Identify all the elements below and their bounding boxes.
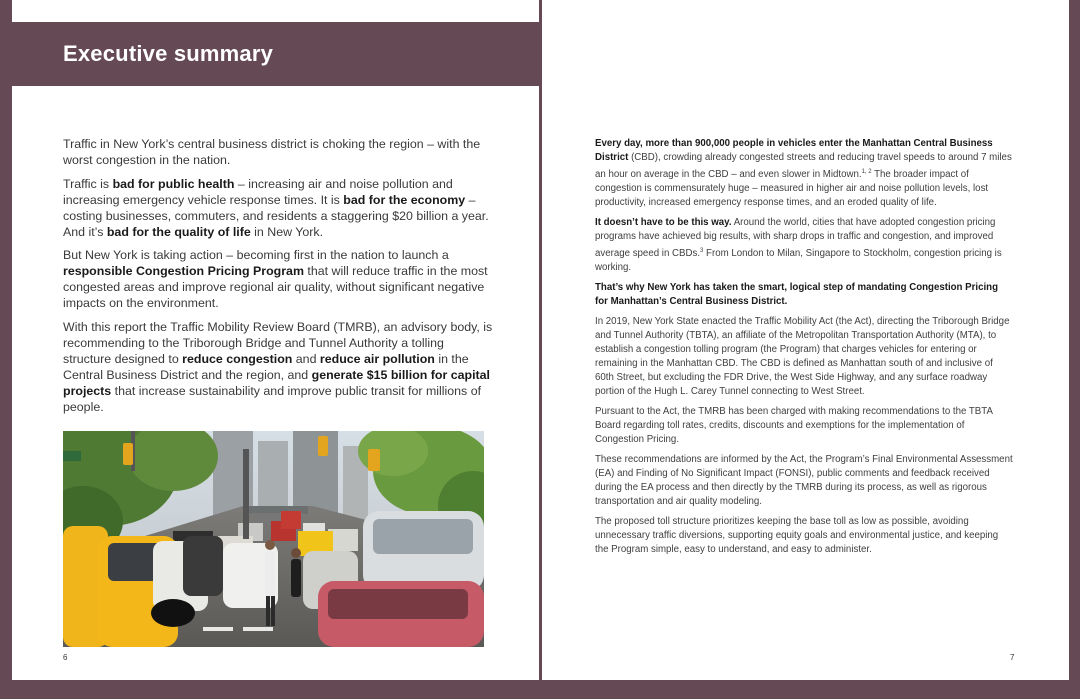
page-number-left: 6 <box>63 653 68 662</box>
street-traffic-photo <box>63 431 484 647</box>
pursuant-paragraph: Pursuant to the Act, the TMRB has been charged with making recommendations to the TBTA Board regarding toll rates, credits, discounts and exemptions for the implementation of Congestion Pricing. <box>595 406 993 446</box>
action-paragraph: But New York is taking action – becoming first in the nation to launch a responsible Congestion Pricing Program that will reduce traffic in the most congested areas and improve regional air quality, without significant negative impacts on the environment. <box>63 248 488 311</box>
toll-structure-paragraph: The proposed toll structure prioritizes keeping the base toll as low as possible, avoiding unnecessary traffic diversions, supporting equity goals and environmental justice, and keeping the Program simple, easy to understand, and easy to administer. <box>595 516 999 556</box>
mandate-heading: That’s why New York has taken the smart, logical step of mandating Congestion Pricing for Manhattan’s Central Business District. <box>595 282 999 308</box>
header-band <box>12 22 539 86</box>
daily-vehicles-paragraph: Every day, more than 900,000 people in vehicles enter the Manhattan Central Business District (CBD), crowding already congested streets and reducing travel speeds to around 7 miles an hour on average in the CBD – and even slower in Midtown.$^{1, 2}$ The broader impact of congestion is commensurately huge – measured in higher air and noise pollution levels, lost productivity, increased emergency response times, and an eroded quality of life. <box>595 138 1012 209</box>
left-text-column <box>63 137 493 424</box>
left-page <box>12 0 539 680</box>
page-title: Executive summary <box>63 41 274 66</box>
intro-paragraph: Traffic in New York’s central business district is choking the region – with the worst congestion in the nation. <box>63 137 481 167</box>
page-number-right: 7 <box>1010 653 1015 662</box>
recommendations-paragraph: These recommendations are informed by the Act, the Program’s Final Environmental Assessment (EA) and Finding of No Significant Impact (FONSI), public comments and feedback received during the EA process and then directly by the TMRB during its process, as well as rigorous transportation and air quality modeling. <box>595 454 1013 508</box>
right-text-column <box>595 137 1013 563</box>
right-page <box>542 0 1069 680</box>
worldwide-paragraph: It doesn’t have to be this way. Around the world, cities that have adopted congestion pricing programs have achieved big results, with sharp drops in traffic and congestion, and improved average speed in CBDs.$^3$ From London to Milan, Singapore to Stockholm, congestion pricing is working. <box>595 217 1002 274</box>
impact-paragraph: Traffic is bad for public health – increasing air and noise pollution and increasing emergency vehicle response times. It is bad for the economy – costing businesses, commuters, and residents a staggering $20 billion a year. And it’s bad for the quality of life in New York. <box>63 176 489 239</box>
report-paragraph: With this report the Traffic Mobility Review Board (TMRB), an advisory body, is recommending to the Triborough Bridge and Tunnel Authority a tolling structure designed to reduce congestion and reduce air pollution in the Central Business District and the region, and generate $15 billion for capital projects that increase sustainability and improve public transit for millions of people. <box>63 320 493 414</box>
traffic-mobility-act-paragraph: In 2019, New York State enacted the Traffic Mobility Act (the Act), directing the Triborough Bridge and Tunnel Authority (TBTA), an affiliate of the Metropolitan Transportation Authority (MTA), to establish a congestion tolling program (the Program) that charges vehicles for entering or remaining in the Manhattan CBD. The CBD is defined as Manhattan south of and inclusive of 60th Street, but excluding the FDR Drive, the West Side Highway, and any surface roadway portion of the Hugh L. Carey Tunnel connecting to West Street. <box>595 316 1010 398</box>
